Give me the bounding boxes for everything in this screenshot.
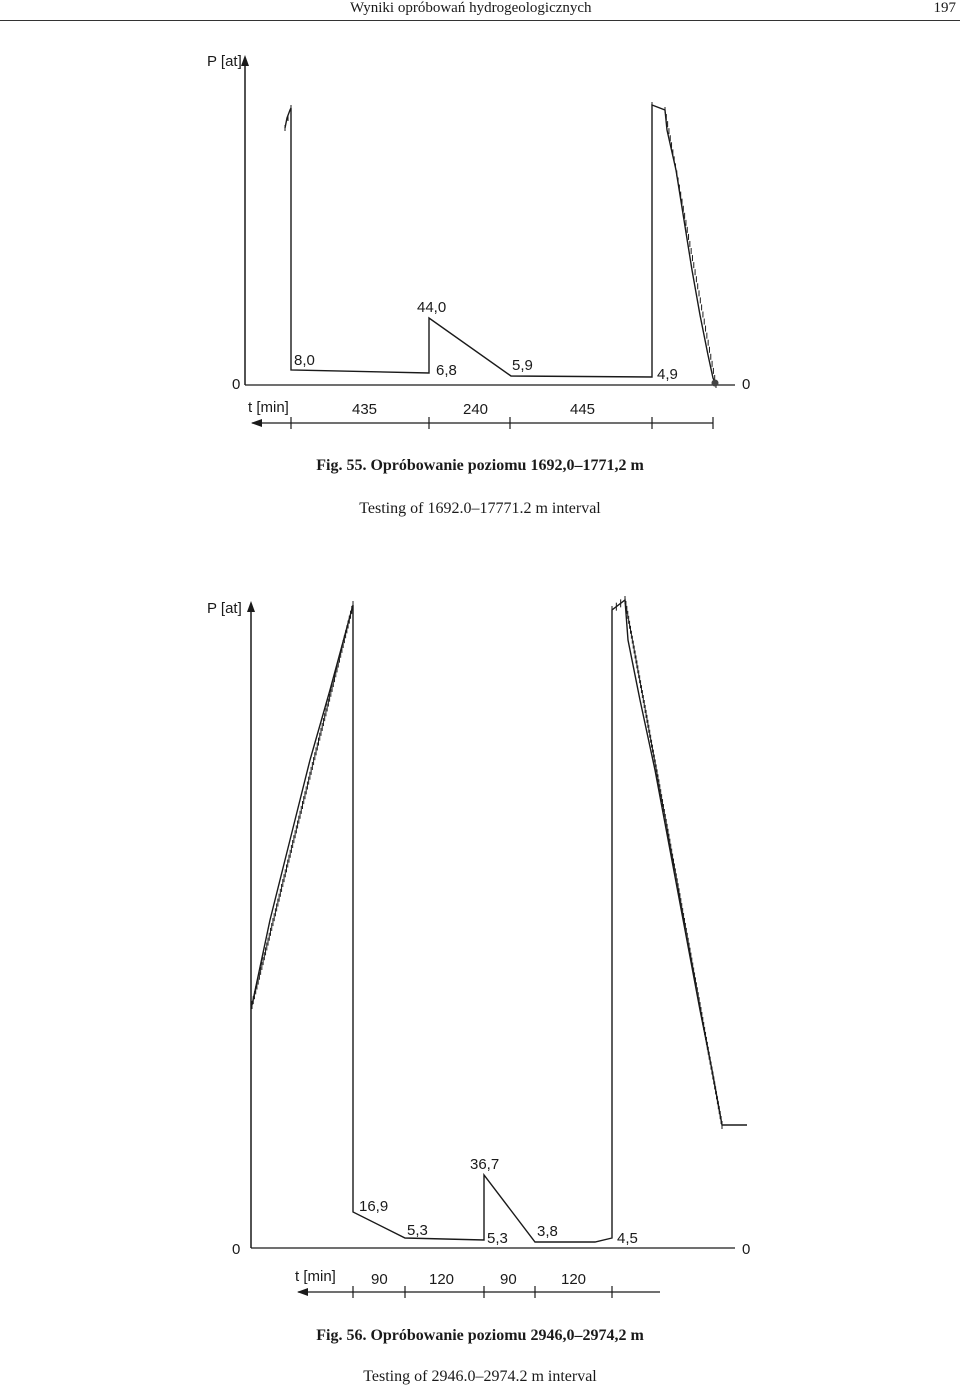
time-axis-label: t [min]	[295, 1268, 336, 1285]
label-4-9: 4,9	[657, 366, 678, 383]
time-axis-arrow	[297, 1288, 308, 1296]
label-36-7: 36,7	[470, 1156, 500, 1173]
phase-duration: 445	[570, 401, 596, 418]
label-8-0: 8,0	[294, 352, 315, 369]
time-axis-arrow	[251, 419, 262, 427]
end-point-marker	[712, 380, 719, 387]
recorder-ticks-56	[252, 596, 722, 1129]
phase-duration: 120	[429, 1271, 455, 1288]
figure-55-label: Fig. 55.	[316, 457, 367, 474]
phase-duration: 120	[561, 1271, 587, 1288]
pressure-curve	[252, 600, 747, 1242]
header-title: Wyniki opróbowań hydrogeologicznych	[350, 0, 592, 16]
label-5-9: 5,9	[512, 357, 533, 374]
phase-duration: 90	[371, 1271, 388, 1288]
label-3-8: 3,8	[537, 1223, 558, 1240]
y-axis-label: P [at]	[207, 600, 242, 617]
label-5-3-second: 5,3	[487, 1230, 508, 1247]
zero-left: 0	[232, 376, 241, 393]
figure-56-label: Fig. 56.	[316, 1327, 367, 1344]
label-6-8: 6,8	[436, 362, 457, 379]
time-axis-label: t [min]	[248, 399, 289, 416]
figure-56-title: Opróbowanie poziomu 2946,0–2974,2 m	[370, 1327, 644, 1344]
phase-duration: 90	[500, 1271, 517, 1288]
zero-left: 0	[232, 1241, 241, 1258]
y-axis-label: P [at]	[207, 53, 242, 70]
label-5-3-first: 5,3	[407, 1222, 428, 1239]
running-header	[0, 0, 960, 21]
zero-right: 0	[742, 1241, 751, 1258]
figure-56-caption-pl	[0, 1327, 960, 1345]
phase-duration: 435	[352, 401, 378, 418]
figure-55-caption-en: Testing of 1692.0–17771.2 m interval	[359, 500, 601, 517]
pressure-curve	[285, 105, 716, 385]
figure-55-chart	[0, 40, 960, 440]
figure-56-chart	[0, 585, 960, 1320]
figure-56-caption-en: Testing of 2946.0–2974.2 m interval	[363, 1368, 597, 1385]
y-axis-arrow	[247, 601, 255, 612]
page-number: 197	[933, 0, 956, 16]
figure-55-caption-pl	[0, 457, 960, 475]
zero-right: 0	[742, 376, 751, 393]
phase-duration: 240	[463, 401, 489, 418]
figure-55-title: Opróbowanie poziomu 1692,0–1771,2 m	[370, 457, 644, 474]
label-44-0: 44,0	[417, 299, 447, 316]
y-axis-arrow	[241, 55, 249, 66]
label-16-9: 16,9	[359, 1198, 389, 1215]
label-4-5: 4,5	[617, 1230, 638, 1247]
